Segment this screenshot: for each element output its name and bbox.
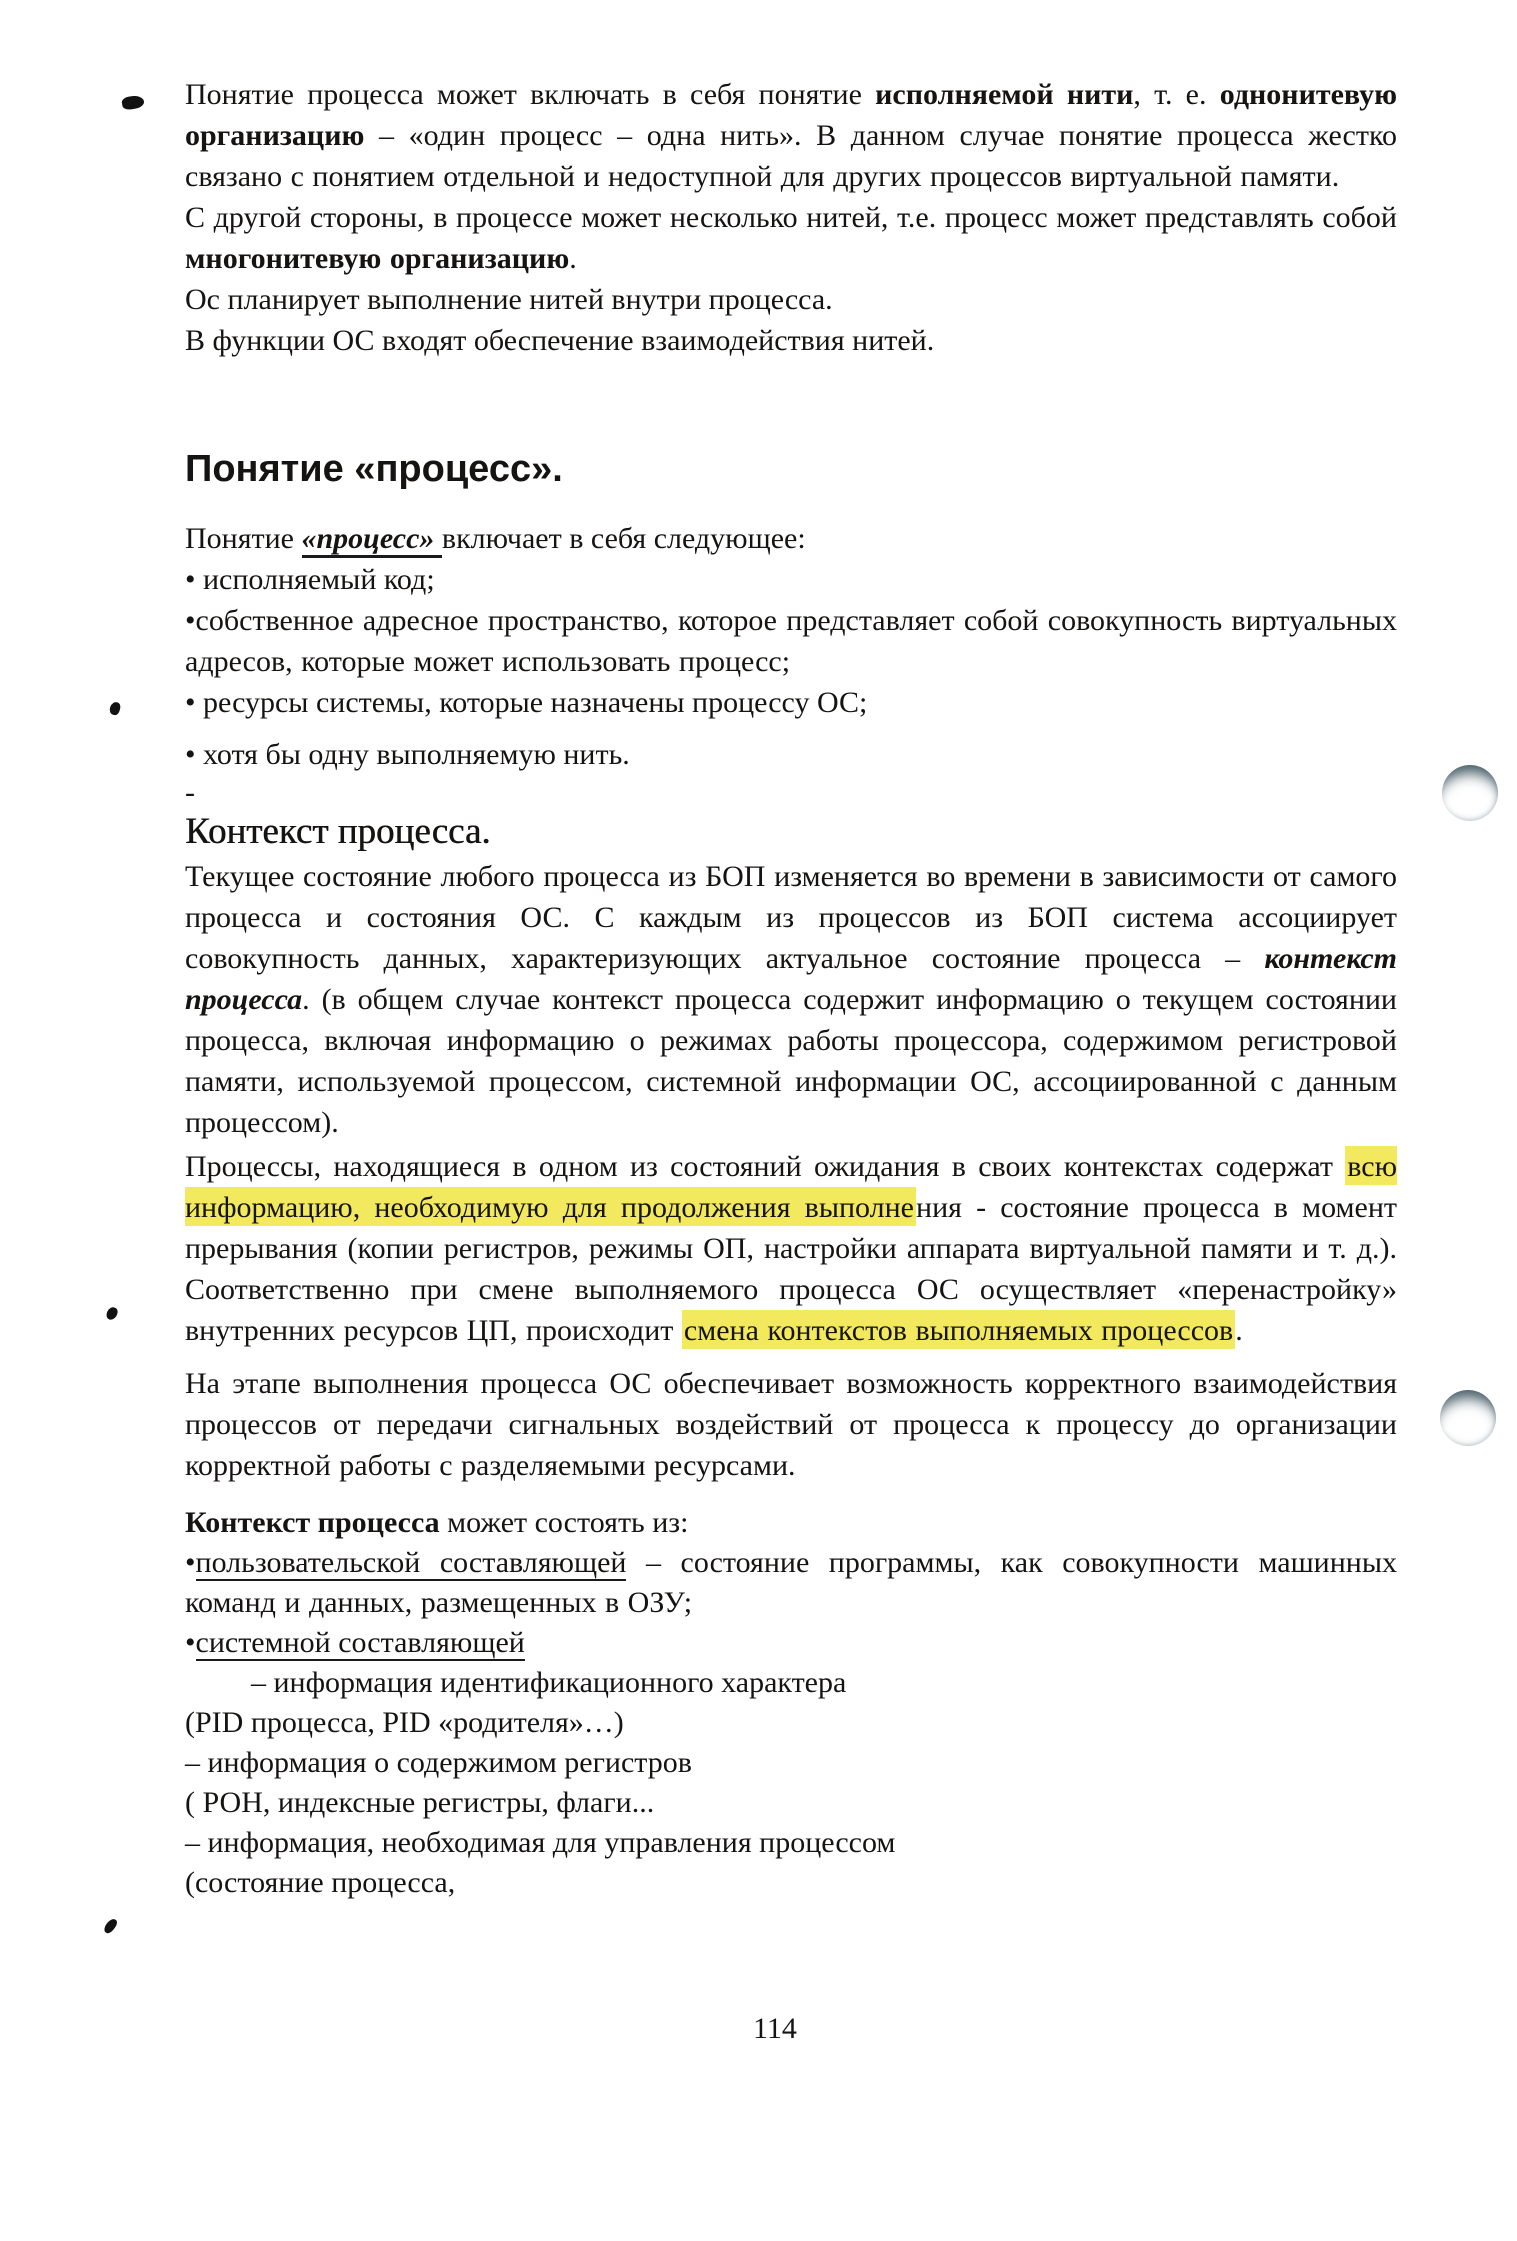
text-run: С другой стороны, в процессе может несколько нитей, т.е. процесс может представлять собой — [185, 201, 1397, 234]
context-sub-item: – информация идентификационного характера — [251, 1666, 847, 1699]
intro-paragraph-4: В функции ОС входят обеспечение взаимодействия нитей. — [185, 324, 935, 357]
context-sub-item: ( РОН, индексные регистры, флаги... — [185, 1786, 655, 1819]
text-run-underlined: пользовательской составляющей — [195, 1546, 627, 1579]
ink-speck — [121, 94, 145, 111]
text-run: . (в общем случае контекст процесса содержит информацию о текущем состоянии процесса, включая информацию о режимах работы процессора, содержимом регистровой памяти, используемой процессом, системной информации ОС, ассоциированной с данным процессом). — [185, 983, 1397, 1139]
context-sub-item: – информация, необходимая для управления процессом — [185, 1826, 896, 1859]
text-run-bold: многонитевую организацию — [185, 242, 570, 275]
highlighted-paragraph-block — [185, 1146, 1397, 1351]
intro-paragraph-3: Ос планирует выполнение нитей внутри процесса. — [185, 283, 833, 316]
highlighted-text: смена контекстов выполняемых процессов — [682, 1310, 1235, 1349]
process-definition-list — [185, 518, 1397, 723]
text-run: Понятие — [185, 522, 302, 555]
punch-hole — [1442, 765, 1498, 821]
context-description-block — [185, 856, 1397, 1143]
text-run: включает в себя следующее: — [441, 522, 806, 555]
text-run: – «один процесс – одна нить». В данном случае понятие процесса жестко связано с понятием отдельной и недоступной для других процессов виртуальной памяти. — [185, 119, 1397, 193]
waiting-processes-paragraph — [185, 1146, 1397, 1351]
intro-paragraph-2 — [185, 197, 1397, 279]
text-run: , т. е. — [1133, 78, 1220, 111]
text-run: Понятие процесса может включать в себя понятие — [185, 78, 876, 111]
text-run-bold-italic: контекст процесса — [185, 942, 1397, 1016]
text-run-underlined: системной составляющей — [195, 1626, 525, 1659]
context-list-intro — [185, 1503, 1397, 1543]
page-number: 114 — [753, 2012, 797, 2045]
interaction-paragraph: На этапе выполнения процесса ОС обеспечивает возможность корректного взаимодействия процессов от передачи сигнальных воздействий от процесса к процессу до организации корректной работы с разделяемыми ресурсами. — [185, 1367, 1397, 1482]
text-run: Процессы, находящиеся в одном из состояний ожидания в своих контекстах содержат — [185, 1150, 1346, 1183]
intro-block — [185, 74, 1397, 361]
list-item: •собственное адресное пространство, которое представляет собой совокупность виртуальных адресов, которые может использовать процесс; — [185, 604, 1397, 678]
text-run-underlined: «процесс» — [302, 522, 442, 558]
context-list-item-system — [185, 1623, 1397, 1663]
text-run-bold: Контекст процесса — [185, 1506, 440, 1539]
context-list-item-user — [185, 1543, 1397, 1623]
bullet-glyph: • — [185, 1546, 196, 1579]
list-item: • ресурсы системы, которые назначены процессу ОС; — [185, 686, 868, 719]
context-sub-item: (PID процесса, PID «родителя»…) — [185, 1706, 624, 1739]
ink-speck — [108, 701, 122, 716]
context-composition-block — [185, 1503, 1397, 1903]
list-intro — [185, 518, 1397, 559]
context-sub-item: (состояние процесса, — [185, 1866, 456, 1899]
text-run-bold: однонитевую организацию — [185, 78, 1398, 152]
list-item: • хотя бы одну выполняемую нить. — [185, 738, 630, 771]
text-run: Текущее состояние любого процесса из БОП изменяется во времени в зависимости от самого процесса и состояния ОС. С каждым из процессов из БОП система ассоциирует совокупность данных, характеризующих актуальное состояние процесса – — [185, 860, 1397, 975]
text-run: – состояние программы, как совокупности машинных команд и данных, размещенных в ОЗУ; — [185, 1546, 1398, 1619]
context-paragraph — [185, 856, 1397, 1143]
text-run-bold: исполняемой нити — [875, 78, 1134, 111]
list-item: • исполняемый код; — [185, 563, 435, 596]
list-item-last-block — [185, 734, 1397, 775]
ink-speck — [102, 1917, 119, 1935]
punch-hole — [1440, 1390, 1496, 1446]
context-sub-item: – информация о содержимом регистров — [185, 1746, 692, 1779]
section-heading-process-context: Контекст процесса. — [185, 811, 491, 852]
ink-speck — [105, 1305, 120, 1321]
text-run: . — [1235, 1314, 1243, 1347]
text-run: . — [569, 242, 577, 275]
intro-paragraph-1 — [185, 74, 1397, 197]
section-heading-process-concept: Понятие «процесс». — [185, 448, 563, 490]
highlighted-text: всю информацию, необходимую для продолжения выполне — [185, 1146, 1397, 1226]
interaction-paragraph-block — [185, 1363, 1397, 1486]
bullet-glyph: • — [185, 1626, 196, 1659]
stray-dash-mark: - — [185, 776, 195, 809]
text-run: может состоять из: — [439, 1506, 689, 1539]
text-run: ния - состояние процесса в момент прерывания (копии регистров, режимы ОП, настройки аппарата виртуальной памяти и т. д.). Соответственно при смене выполняемого процесса ОС осуществляет «перенастройку» внутренних ресурсов ЦП, происходит — [185, 1191, 1398, 1347]
